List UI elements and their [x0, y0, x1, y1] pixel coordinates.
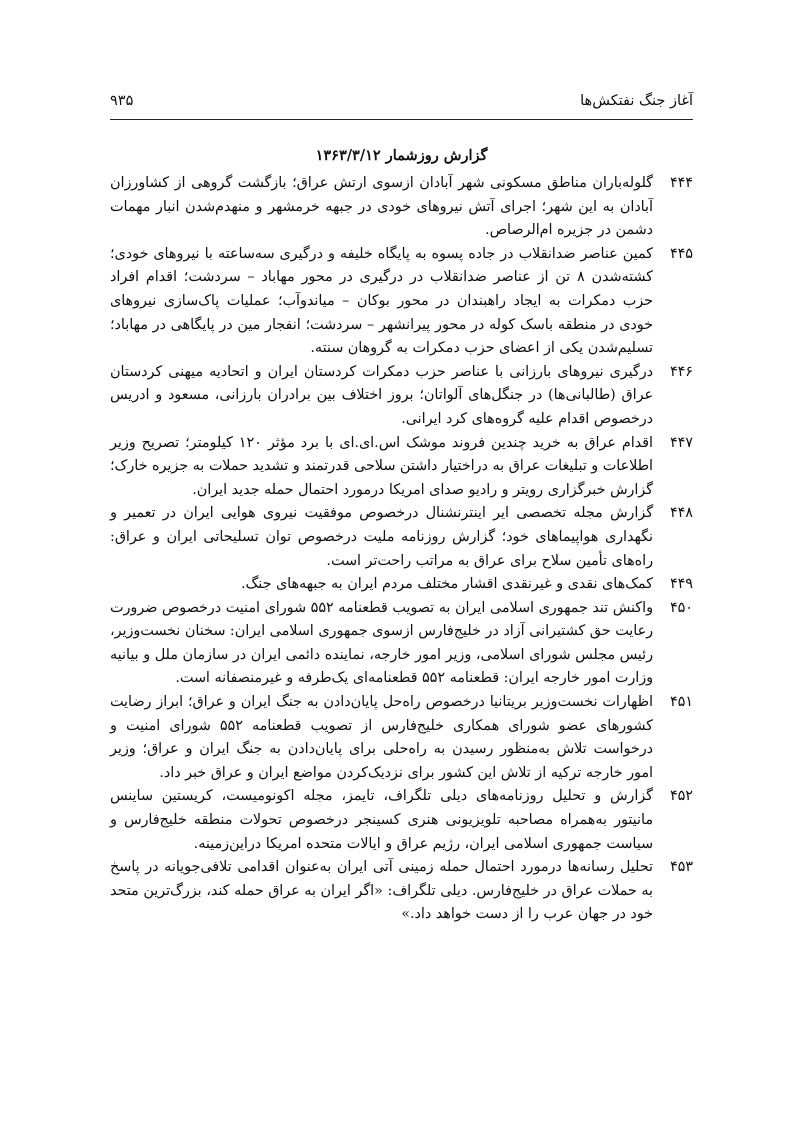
entry-text: اظهارات نخست‌وزیر بریتانیا درخصوص راه‌حل پایان‌دادن به جنگ ایران و عراق؛ ابراز رضایت کشورهای عضو شورای همکاری خلیج‌فارس از تصویب قطعنامه ۵۵۲ شورای امنیت و درخواست تلاش به‌منظور رسیدن به راه‌حلی برای پایان‌دادن به جنگ ایران و عراق؛ وزیر امور خارجه ترکیه از تلاش این کشور برای نزدیک‌کردن مواضع ایران و عراق خبر داد.	[110, 694, 653, 781]
entry-number: ۴۴۷	[669, 434, 693, 451]
report-title: گزارش روزشمار ۱۳۶۳/۳/۱۲	[315, 147, 488, 164]
page-header	[110, 88, 693, 114]
list-item	[110, 502, 693, 573]
list-item	[110, 597, 693, 691]
entry-text: گزارش و تحلیل روزنامه‌های دیلی تلگراف، تایمز، مجله اکونومیست، کریستین ساینس مانیتور به‌همراه مصاحبه تلویزیونی هنری کسینجر درخصوص تحولات منطقه خلیج‌فارس و سیاست جمهوری اسلامی ایران، رژیم عراق و ایالات متحده امریکا دراین‌زمینه.	[110, 788, 653, 852]
list-item	[110, 243, 693, 361]
entry-text: گزارش مجله تخصصی ایر اینترنشنال درخصوص موفقیت نیروی هوایی ایران در تعمیر و نگهداری هواپیماهای خود؛ گزارش روزنامه ملیت درخصوص توان تسلیحاتی ایران و عراق: راه‌های تأمین سلاح برای عراق به مراتب راحت‌تر است.	[110, 505, 653, 569]
entry-text: درگیری نیروهای بارزانی با عناصر حزب دمکرات کردستان ایران و اتحادیه میهنی کردستان عراق (طالبانی‌ها) در جنگل‌های آلواتان؛ بروز اختلاف بین برادران بارزانی، مسعود و ادریس درخصوص اقدام علیه گروه‌های کرد ایرانی.	[110, 363, 653, 427]
entry-number: ۴۵۱	[669, 694, 693, 711]
entry-number: ۴۴۵	[669, 245, 693, 262]
entry-number: ۴۴۸	[669, 505, 693, 522]
entry-number: ۴۵۰	[669, 599, 693, 616]
list-item	[110, 573, 693, 597]
list-item	[110, 785, 693, 856]
running-title: آغاز جنگ نفتکش‌ها	[580, 93, 693, 109]
entry-number: ۴۵۳	[669, 859, 693, 876]
entry-number: ۴۴۶	[669, 363, 693, 380]
entry-number: ۴۴۴	[669, 175, 693, 191]
page-number: ۹۳۵	[110, 93, 134, 109]
entry-text: تحلیل رسانه‌ها درمورد احتمال حمله زمینی آتی ایران به‌عنوان اقدامی تلافی‌جویانه در پاسخ به حملات عراق در خلیج‌فارس. دیلی تلگراف: «اگر ایران به عراق حمله کند، بزرگ‌ترین متحد خود در جهان عرب را از دست خواهد داد.»	[110, 859, 653, 923]
list-item	[110, 432, 693, 503]
list-item	[110, 172, 693, 243]
list-item	[110, 856, 693, 927]
entry-list	[110, 172, 693, 927]
entry-number: ۴۴۹	[669, 576, 693, 593]
entry-text: اقدام عراق به خرید چندین فروند موشک اس.ای.ای با برد مؤثر ۱۲۰ کیلومتر؛ تصریح وزیر اطلاعات و تبلیغات عراق به دراختیار داشتن سلاحی قدرتمند و تشدید حملات به جزیره خارک؛ گزارش خبرگزاری رویتر و رادیو صدای امریکا درمورد احتمال حمله جدید ایران.	[110, 434, 653, 498]
header-rule	[110, 119, 693, 120]
entry-number: ۴۵۲	[669, 788, 693, 805]
entry-text: واکنش تند جمهوری اسلامی ایران به تصویب قطعنامه ۵۵۲ شورای امنیت درخصوص ضرورت رعایت حق کشتیرانی آزاد در خلیج‌فارس ازسوی جمهوری اسلامی ایران: سخنان نخست‌وزیر، رئیس مجلس شورای اسلامی، وزیر امور خارجه، نماینده دائمی ایران در سازمان ملل و بیانیه وزارت امور خارجه ایران: قطعنامه ۵۵۲ قطعنامه‌ای یک‌طرفه و غیرمنصفانه است.	[110, 599, 653, 687]
list-item	[110, 691, 693, 785]
list-item	[110, 361, 693, 432]
entry-text: کمین عناصر ضدانقلاب در جاده پسوه به پایگاه خلیفه و درگیری سه‌ساعته با نیروهای خودی؛ کشته‌شدن ۸ تن از عناصر ضدانقلاب در درگیری در محور مهاباد – سردشت؛ اقدام افراد حزب دمکرات به ایجاد راهبندان در محور بوکان – میاندوآب؛ عملیات پاک‌سازی نیروهای خودی در منطقه باسک کوله در محور پیرانشهر – سردشت؛ انفجار مین در پایگاهی در مهاباد؛ تسلیم‌شدن یکی از اعضای حزب دمکرات به گروهان سنته.	[110, 245, 653, 357]
entry-text: گلوله‌باران مناطق مسکونی شهر آبادان ازسوی ارتش عراق؛ بازگشت گروهی از کشاورزان آبادان به این شهر؛ اجرای آتش نیروهای خودی در جبهه خرمشهر و منهدم‌شدن انبار مهمات دشمن در جزیره ام‌الرصاص.	[110, 175, 653, 239]
entry-text: کمک‌های نقدی و غیرنقدی اقشار مختلف مردم ایران به جبهه‌های جنگ.	[240, 576, 653, 593]
